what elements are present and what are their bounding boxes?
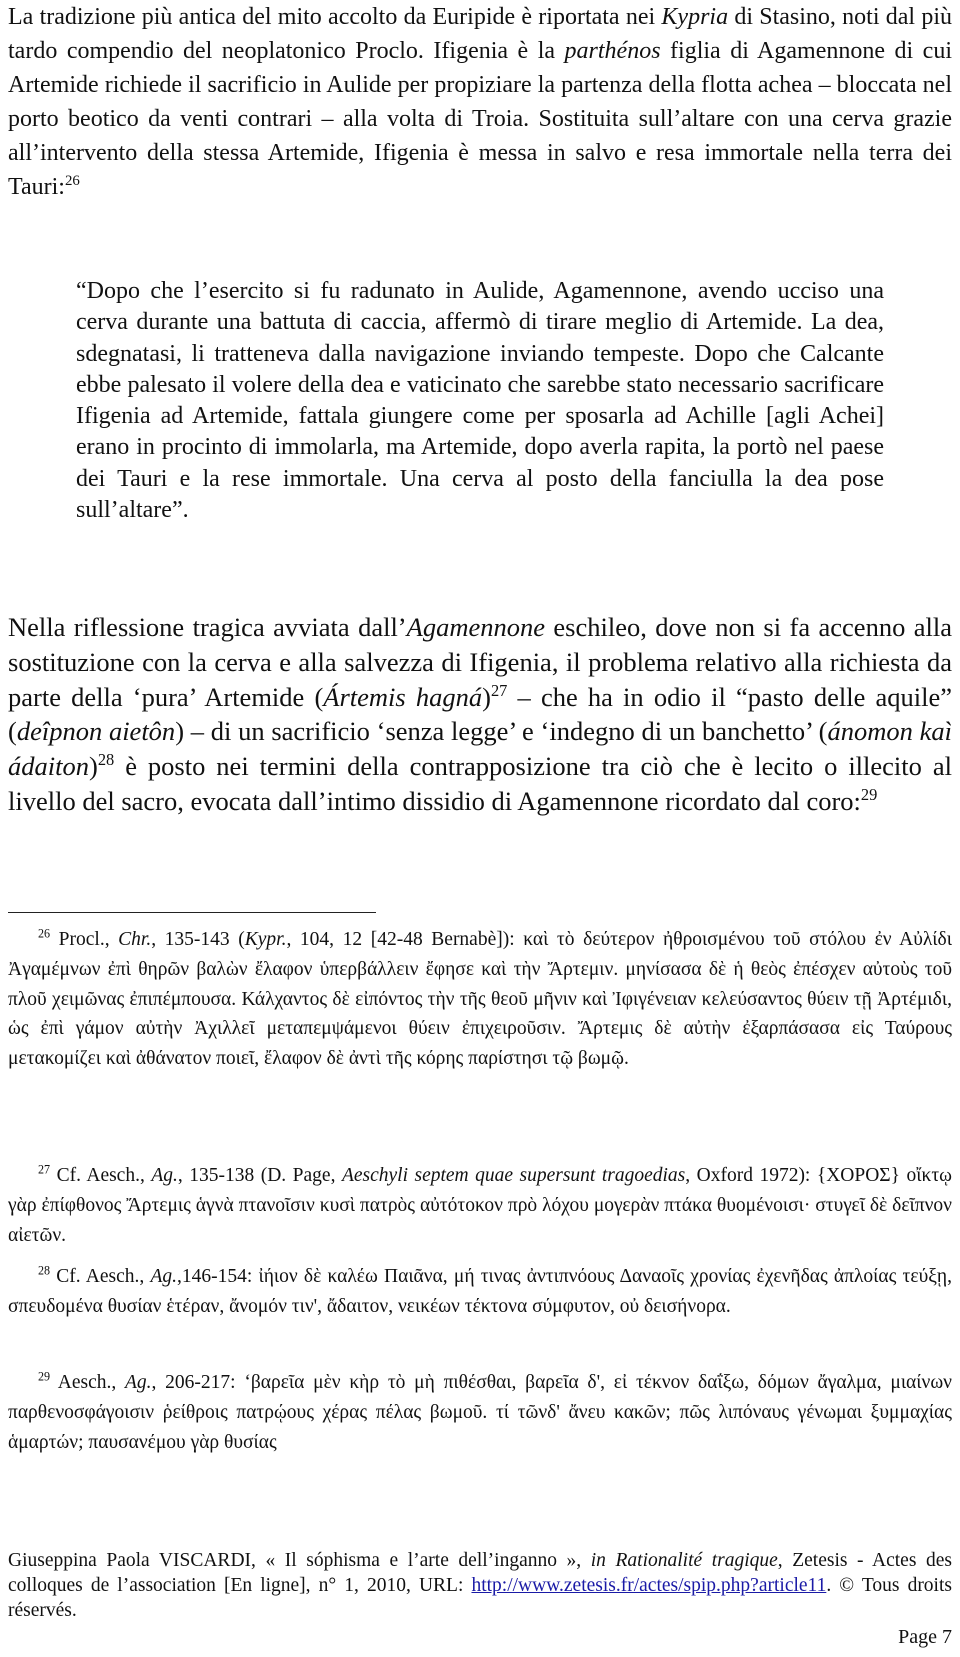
- footnote-28: $^{28}$ Cf. Aesch., Ag.,146-154: ἰήιον δὲ καλέω Παιᾶνα, μή τινας ἀντιπνόους Δαναοῖς χρονίας ἐχενῆδας ἀπλοίας τεύξῃ, σπευδομένα θυσίαν ἑτέραν, ἄνομόν τιν', ἄδαιτον, νεικέων τέκτονα σύμφυτον, οὐ δεισήνορα.: [8, 1263, 952, 1317]
- title-kypria: Kypria: [661, 4, 729, 30]
- article-link[interactable]: http://www.zetesis.fr/actes/spip.php?article11: [471, 1575, 827, 1596]
- footnote-29: $^{29}$ Aesch., Ag., 206-217: ‘βαρεῖα μὲν κὴρ τὸ μὴ πιθέσθαι, βαρεῖα δ', εἰ τέκνον δαΐξω, δόμων ἄγαλμα, μιαίνων παρθενοσφάγοισιν ῥείθροις πατρῴους χέρας πέλας βωμοῦ. τί τῶνδ' ἄνευ κακῶν; πῶς λιπόναυς γένωμαι ξυμμαχίας ἁμαρτών; παυσανέμου γὰρ θυσίας: [8, 1369, 952, 1453]
- footnote-number: 29: [38, 1369, 51, 1384]
- footnote-number: 26: [38, 926, 51, 941]
- footnote-number: 27: [38, 1162, 51, 1177]
- page-number: Page 7: [898, 1626, 952, 1648]
- block-quote: “Dopo che l’esercito si fu radunato in Aulide, Agamennone, avendo ucciso una cerva durante una battuta di caccia, affermò di tirare meglio di Artemide. La dea, sdegnatasi, li tratteneva dalla navigazione inviando tempeste. Dopo che Calcante ebbe palesato il volere della dea e vaticinato che sarebbe stato necessario sacrificare Ifigenia ad Artemide, fattala giungere come per sposarla ad Achille [agli Achei] erano in procinto di immolarla, ma Artemide, dopo averla rapita, la portò nel paese dei Tauri e la rese immortale. Una cerva al posto della fanciulla la dea pose sull’altare”.: [76, 278, 884, 524]
- footnote-ref-26[interactable]: 26: [64, 172, 80, 189]
- term-parthenos: parthénos: [564, 38, 661, 64]
- footnote-separator: [8, 912, 376, 913]
- footnote-26: $^{26}$ Procl., Chr., 135-143 (Kypr., 104, 12 [42-48 Bernabè]): καὶ τὸ δεύτερον ἠθροισμένου τοῦ στόλου ἐν Αὐλίδι Ἀγαμέμνων ἐπὶ θηρῶν βαλὼν ἔλαφον ὑπερβάλλειν ἔφησε καὶ τὴν Ἄρτεμιν. μηνίσασα δὲ ἡ θεὸς ἐπέσχεν αὐτοὺς τοῦ πλοῦ χειμῶνας ἐπιπέμπουσα. Κάλχαντος δὲ εἰπόντος τὴν τῆς θεοῦ μῆνιν καὶ Ἰφιγένειαν κελεύσαντος θύειν τῇ Ἀρτέμιδι, ὡς ἐπὶ γάμον αὐτὴν Ἀχιλλεῖ μεταπεμψάμενοι θύειν ἐπιχειροῦσιν. Ἄρτεμις δὲ αὐτὴν ἐξαρπάσασα εἰς Ταύρους μετακομίζει καὶ ἀθάνατον ποιεῖ, ἔλαφον δὲ ἀντὶ τῆς κόρης παρίστησι τῷ βωμῷ.: [8, 926, 952, 1070]
- citation-footer: Giuseppina Paola VISCARDI, « Il sóphisma e l’arte dell’inganno », in Rationalité tragique, Zetesis - Actes des colloques de l’association [En ligne], n° 1, 2010, URL: http://www.zetesis.fr/actes/spip.php?article11. © Tous droits réservés.: [8, 1550, 952, 1621]
- paragraph-main: Nella riflessione tragica avviata dall’Agamennone eschileo, dove non si fa accenno alla sostituzione con la cerva e alla salvezza di Ifigenia, il problema relativo alla richiesta da parte della ‘pura’ Artemide (Ártemis hagná)$^{27}$ – che ha in odio il “pasto delle aquile” (deîpnon aietôn) – di un sacrificio ‘senza legge’ e ‘indegno di un banchetto’ (ánomon kaì ádaiton)$^{28}$ è posto nei termini della contrapposizione tra ciò che è lecito o illecito al livello del sacro, evocata dall’intimo dissidio di Agamennone ricordato dal coro:$^{29}$: [8, 612, 952, 816]
- footnote-ref-28[interactable]: 28: [97, 750, 115, 770]
- footnote-27: $^{27}$ Cf. Aesch., Ag., 135-138 (D. Page, Aeschyli septem quae supersunt tragoedias, Oxford 1972): {ΧΟΡΟΣ} οἴκτῳ γὰρ ἐπίφθονος Ἄρτεμις ἁγνὰ πτανοῖσιν κυσὶ πατρὸς αὐτότοκον πρὸ λόχου μογερὰν πτάκα θυομένοισι· στυγεῖ δὲ δεῖπνον αἰετῶν.: [8, 1162, 952, 1246]
- paragraph-intro: La tradizione più antica del mito accolto da Euripide è riportata nei Kypria di Stasino, noti dal più tardo compendio del neoplatonico Proclo. Ifigenia è la parthénos figlia di Agamennone di cui Artemide richiede il sacrificio in Aulide per propiziare la partenza della flotta achea – bloccata nel porto beotico da venti contrari – alla volta di Troia. Sostituita sull’altare con una cerva grazie all’intervento della stessa Artemide, Ifigenia è messa in salvo e resa immortale nella terra dei Tauri:$^{26}$: [8, 4, 952, 200]
- footnote-number: 28: [38, 1263, 51, 1278]
- footnote-ref-27[interactable]: 27: [490, 680, 508, 700]
- footnote-ref-29[interactable]: 29: [860, 784, 878, 804]
